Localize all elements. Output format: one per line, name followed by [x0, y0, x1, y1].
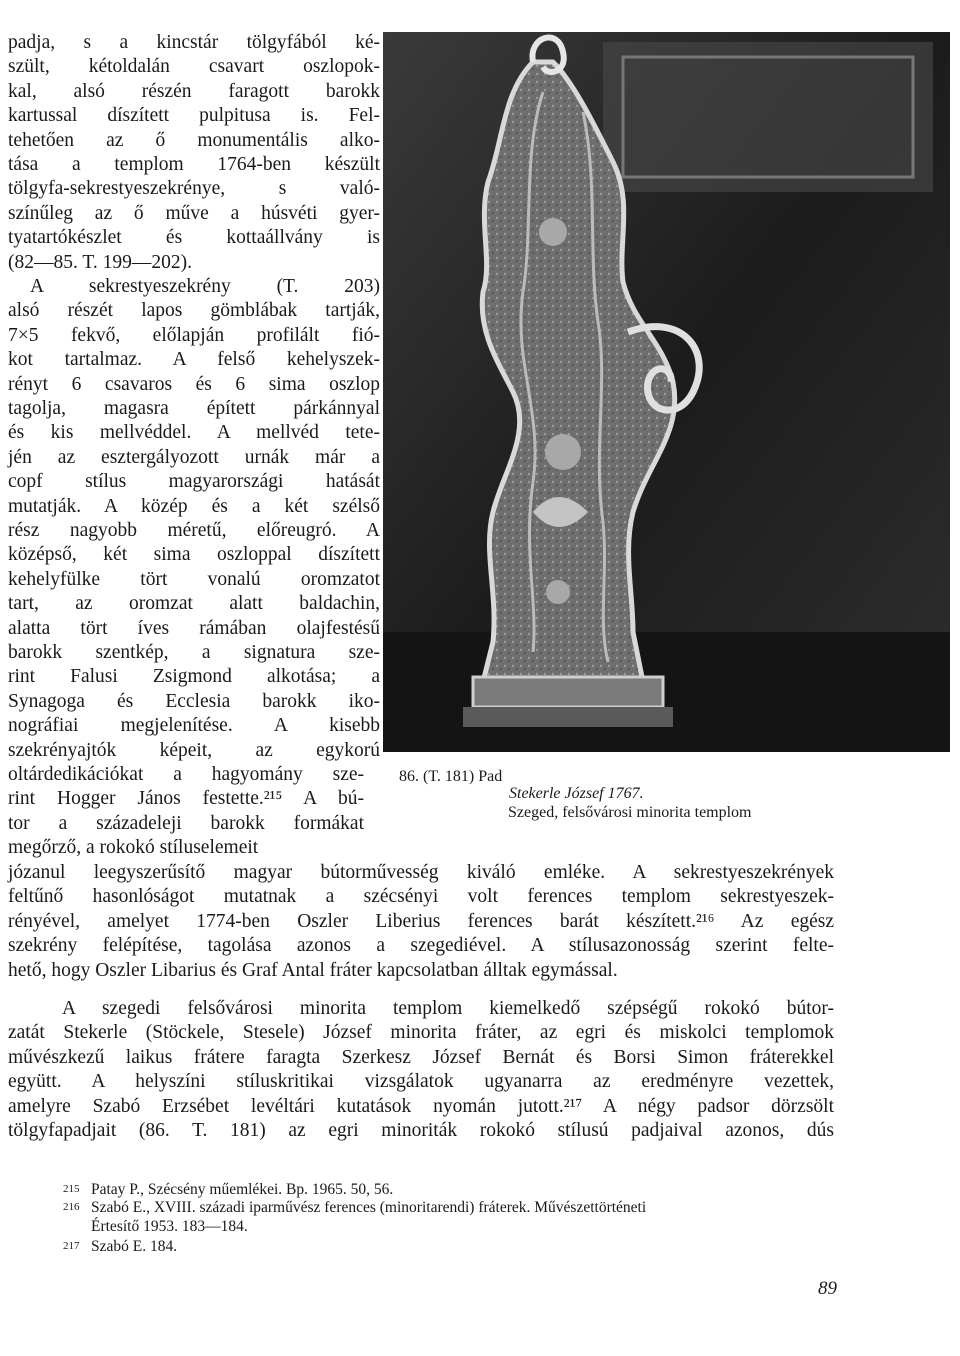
column-text-line: tása a templom 1764-ben készült: [8, 154, 380, 175]
footnote-text: Szabó E., XVIII. századi iparművész ferences (minoritarendi) fráterek. Művészettörténeti: [91, 1199, 647, 1216]
column-text-line: tölgyfa-sekrestyeszekrénye, s való-: [8, 178, 380, 200]
column-text-line: padja, s a kincstár tölgyfából ké-: [8, 32, 380, 53]
column-text-line: kartussal díszített pulpitusa is. Fel-: [8, 105, 380, 127]
caption-place: Szeged, felsővárosi minorita templom: [508, 804, 752, 821]
footnote: [63, 1180, 393, 1199]
column-text-line: oltárdedikációkat a hagyomány sze-: [8, 764, 364, 785]
body-text-line: feltűnő hasonlóságot mutatnak a szécsényi volt ferences templom sekrestyeszek-: [8, 886, 834, 908]
body-text-line: józanul leegyszerűsítő magyar bútorművesség kiváló emléke. A sekrestyeszekrények: [8, 862, 834, 883]
column-text-line: rész nagyobb méretű, előreugró. A: [8, 520, 380, 541]
body-text-line: tölgyfapadjait (86. T. 181) az egri minoriták rokokó stílusú padjaival azonos, dús: [8, 1120, 834, 1141]
footnote-text: Patay P., Szécsény műemlékei. Bp. 1965. 50, 56.: [91, 1181, 394, 1198]
column-text-line: mutatják. A közép és a két szélső: [8, 495, 380, 517]
column-text-line: tagolja, magasra épített párkánnyal: [8, 398, 380, 419]
column-text-line: A sekrestyeszekrény (T. 203): [30, 276, 380, 297]
footnote: [63, 1217, 248, 1236]
column-text-line: kehelyfülke tört vonalú oromzatot: [8, 568, 380, 590]
caption-author: Stekerle József 1767.: [509, 785, 644, 802]
column-text-line: nográfiai megjelenítése. A kisebb: [8, 715, 380, 737]
column-text-line: tehetően az ő monumentális alko-: [8, 129, 380, 151]
footnote-text: Szabó E. 184.: [91, 1238, 178, 1255]
footnote: [63, 1237, 177, 1256]
body-text-line: szekrény felépítése, tagolása azonos a szegediével. A stílusazonosság szerint felte-: [8, 935, 834, 957]
footnote: [63, 1198, 646, 1217]
column-text-line: barokk szentkép, a signatura sze-: [8, 642, 380, 663]
column-text-line: 7×5 fekvő, előlapján profilált fió-: [8, 324, 380, 346]
column-text-line: Synagoga és Ecclesia barokk iko-: [8, 690, 380, 712]
column-text-line: alatta tört íves rámában olajfestésű: [8, 617, 380, 639]
column-text-line: színűleg az ő műve a húsvéti gyer-: [8, 202, 380, 224]
footnote-number: 217: [63, 1240, 80, 1252]
column-text-line: rényt 6 csavaros és 6 sima oszlop: [8, 373, 380, 395]
footnote-text: Értesítő 1953. 183—184.: [91, 1218, 248, 1235]
body-text-line: művészkezű laikus frátere faragta Szerkesz József Bernát és Borsi Simon fráterekkel: [8, 1046, 834, 1068]
body-text-line: együtt. A helyszíni stíluskritikai vizsgálatok ugyanarra az eredményre vezettek,: [8, 1071, 834, 1093]
column-text-line: (82—85. T. 199—202).: [8, 251, 192, 273]
footnote-number: 216: [63, 1201, 80, 1213]
pew-photo: [383, 32, 950, 752]
column-text-line: megőrző, a rokokó stíluselemeit: [8, 837, 259, 859]
column-text-line: rint Falusi Zsigmond alkotása; a: [8, 666, 380, 688]
column-text-line: középső, két sima oszloppal díszített: [8, 544, 380, 566]
body-text-line: amelyre Szabó Erzsébet levéltári kutatások nyomán jutott.²¹⁷ A négy padsor dörzsölt: [8, 1095, 834, 1117]
column-text-line: rint Hogger János festette.²¹⁵ A bú-: [8, 788, 364, 810]
column-text-line: tor a századeleji barokk formákat: [8, 812, 364, 834]
column-text-line: kot tartalmaz. A felső kehelyszek-: [8, 349, 380, 371]
column-text-line: jén az esztergályozott urnák már a: [8, 446, 380, 468]
body-text-line: zatát Stekerle (Stöckele, Stesele) József minorita fráter, az egri és miskolci templomok: [8, 1022, 834, 1044]
pew-illustration: [383, 32, 950, 752]
column-text-line: alsó részét lapos gömblábak tartják,: [8, 300, 380, 322]
column-text-line: tyatartókészlet és kottaállvány is: [8, 227, 380, 249]
column-text-line: copf stílus magyarországi hatását: [8, 471, 380, 493]
column-text-line: kal, alsó részén faragott barokk: [8, 80, 380, 102]
footnote-number: 215: [63, 1183, 80, 1195]
body-text-line: A szegedi felsővárosi minorita templom kiemelkedő szépségű rokokó bútor-: [62, 998, 834, 1019]
column-text-line: szült, kétoldalán csavart oszlopok-: [8, 56, 380, 78]
column-text-line: és kis mellvéddel. A mellvéd tete-: [8, 422, 380, 444]
caption-number: 86. (T. 181) Pad: [399, 768, 503, 785]
body-text-line: rényével, amelyet 1774-ben Oszler Liberius ferences barát készített.²¹⁶ Az egész: [8, 910, 834, 932]
page-number: 89: [818, 1278, 837, 1299]
column-text-line: tart, az oromzat alatt baldachin,: [8, 593, 380, 615]
column-text-line: szekrényajtók képeit, az egykorú: [8, 739, 380, 761]
body-text-line: hető, hogy Oszler Libarius és Graf Antal fráter kapcsolatban álltak egymással.: [8, 959, 618, 981]
